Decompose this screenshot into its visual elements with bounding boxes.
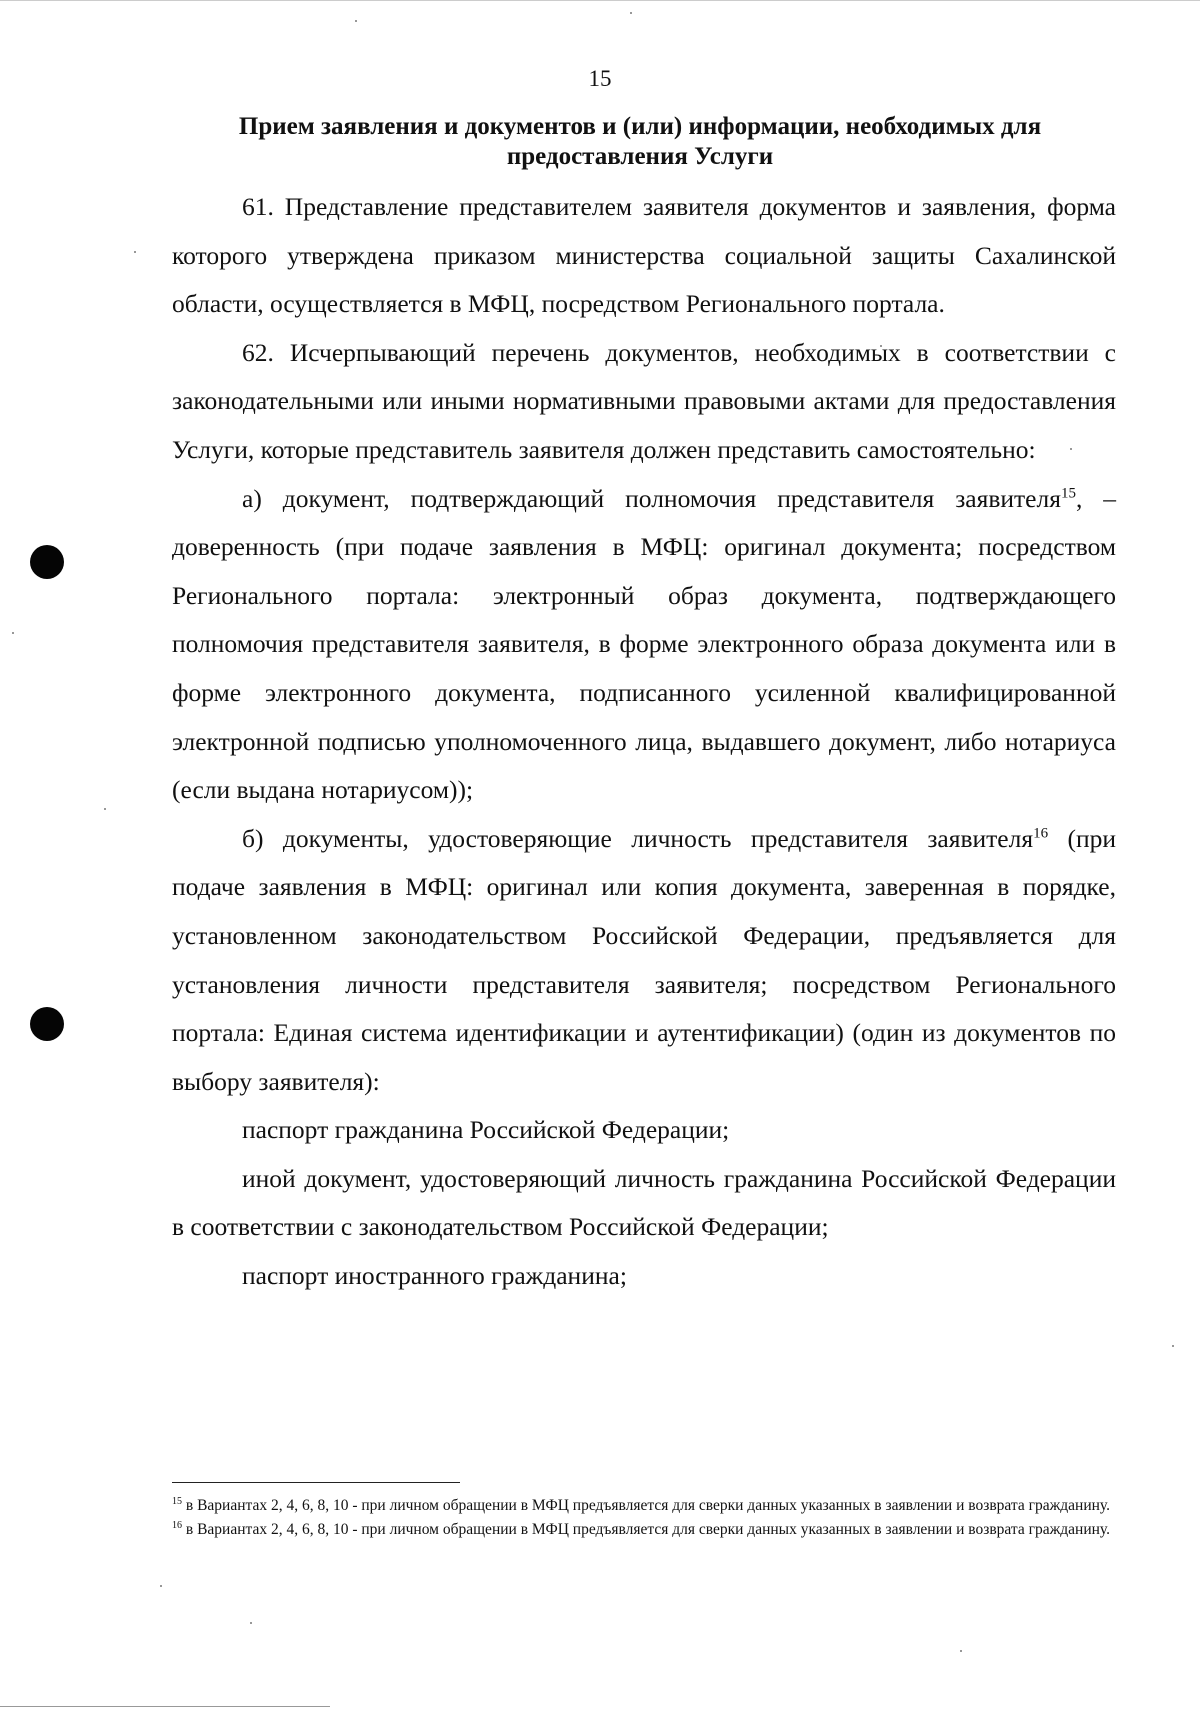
item-b-text: б) документы, удостоверяющие личность представителя заявителя: [242, 823, 1034, 853]
footnote-ref-15: 15: [1060, 485, 1076, 502]
footnote-15: [172, 1496, 1116, 1516]
scan-speck: [160, 1585, 162, 1587]
scan-speck: [960, 1650, 962, 1652]
list-item-passport-rf: паспорт гражданина Российской Федерации;: [242, 1115, 730, 1145]
scan-speck: [1172, 1345, 1174, 1347]
scan-speck: [134, 251, 136, 253]
paragraph-62: 62. Исчерпывающий перечень документов, необходимых в соответствии с законодательными или иными нормативными правовыми актами для предоставления Услуги, которые представитель заявителя должен представить самостоятельно:: [172, 337, 1116, 464]
item-b-rest: (при подаче заявления в МФЦ: оригинал или копия документа, заверенная в порядке, установленном законодательством Российской Федерации, предъявляется для установления личности представителя заявителя; посредством Регионального портала: Единая система идентификации и аутентификации) (один из документов по выбору заявителя):: [172, 823, 1116, 1096]
item-a: [172, 475, 1116, 815]
punch-hole-bottom: [30, 1007, 64, 1041]
item-a-text: а) документ, подтверждающий полномочия представителя заявителя: [242, 483, 1061, 513]
scan-edge-top: [0, 0, 1200, 1]
document-body: [172, 183, 1116, 1301]
footnote-16: [172, 1520, 1116, 1540]
scan-speck: [104, 808, 106, 810]
item-a-rest: , – доверенность (при подаче заявления в МФЦ: оригинал документа; посредством Регионального портала: электронный образ документа, подтверждающего полномочия представителя заявителя, в форме электронного образа документа или в форме электронного документа, подписанного усиленной квалифицированной электронной подписью уполномоченного лица, выдавшего документ, либо нотариуса (если выдана нотариусом));: [172, 483, 1117, 805]
scan-speck: [12, 632, 14, 634]
section-heading: Прием заявления и документов и (или) информации, необходимых для предоставления Услуги: [238, 113, 1042, 170]
footnote-separator: [172, 1482, 460, 1483]
footnote-text: в Вариантах 2, 4, 6, 8, 10 - при личном обращении в МФЦ предъявляется для сверки данных указанных в заявлении и возврата гражданину.: [182, 1497, 1111, 1514]
scan-speck: [250, 1622, 252, 1624]
scan-edge-bottom: [0, 1706, 330, 1707]
footnote-number: 16: [172, 1519, 182, 1531]
footnote-ref-16: 16: [1033, 825, 1049, 842]
punch-hole-top: [30, 545, 64, 579]
footnote-text: в Вариантах 2, 4, 6, 8, 10 - при личном обращении в МФЦ предъявляется для сверки данных указанных в заявлении и возврата гражданину.: [182, 1520, 1111, 1538]
scan-speck: [630, 12, 632, 14]
list-item-other-id: иной документ, удостоверяющий личность гражданина Российской Федерации в соответствии с законодательством Российской Федерации;: [172, 1163, 1116, 1242]
footnote-number: 15: [172, 1495, 182, 1507]
footnotes: [172, 1496, 1116, 1543]
list-item-foreign-passport: паспорт иностранного гражданина;: [242, 1261, 627, 1291]
paragraph-61: 61. Представление представителем заявителя документов и заявления, форма которого утверждена приказом министерства социальной защиты Сахалинской области, осуществляется в МФЦ, посредством Регионального портала.: [172, 192, 1116, 319]
item-b: [172, 815, 1116, 1107]
page-number: 15: [588, 66, 612, 91]
scan-speck: [355, 20, 357, 22]
